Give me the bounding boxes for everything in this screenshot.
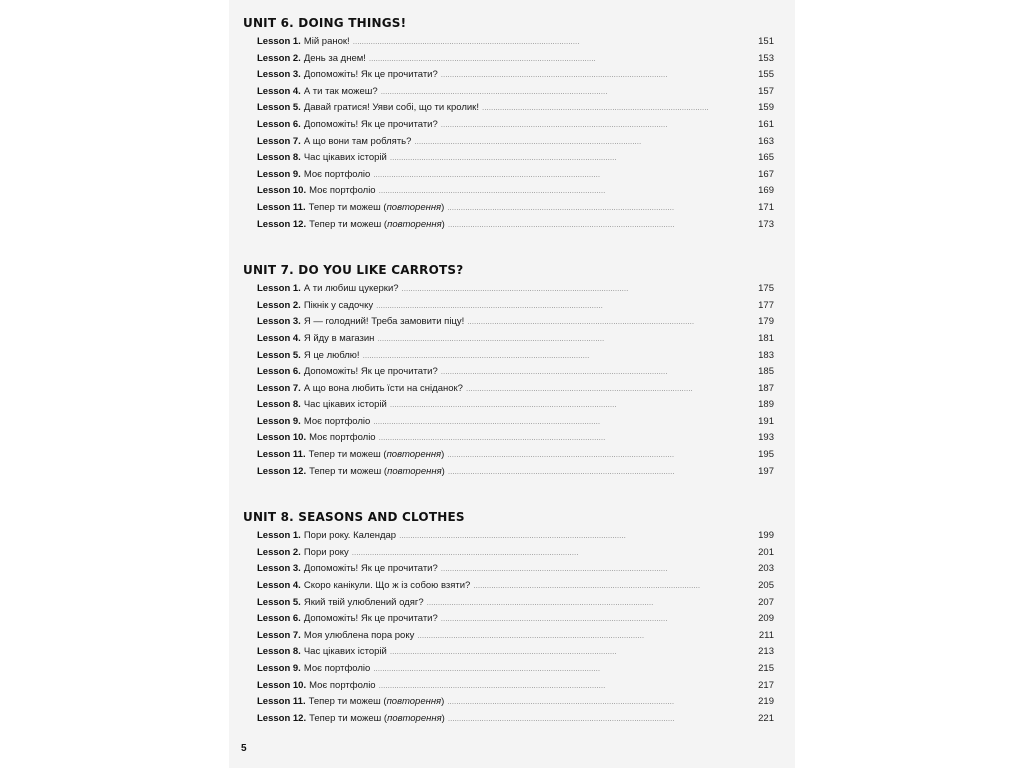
lesson-title bbox=[304, 167, 370, 184]
lesson-page-number: 163 bbox=[758, 135, 774, 147]
lesson-page-number: 215 bbox=[758, 663, 774, 674]
lesson-page-number: 185 bbox=[758, 366, 774, 378]
lesson-entry bbox=[243, 545, 774, 562]
unit-title: UNIT 7. DO YOU LIKE CARROTS? bbox=[243, 263, 464, 278]
lesson-page-number: 151 bbox=[758, 36, 774, 47]
lesson-title bbox=[304, 595, 424, 612]
lesson-title-text: Час цікавих історій bbox=[303, 646, 387, 658]
lesson-entry bbox=[243, 100, 774, 117]
dot-leader bbox=[441, 117, 756, 134]
lesson-number: Lesson 9. bbox=[257, 663, 301, 674]
lesson-title-text: Скоро канікули. Що ж із собою взяти? bbox=[303, 580, 471, 592]
lesson-title-close: ) bbox=[441, 218, 445, 230]
lesson-title bbox=[304, 381, 463, 398]
lesson-title bbox=[304, 545, 349, 562]
lesson-page-number: 179 bbox=[758, 316, 774, 328]
lesson-number: Lesson 8. bbox=[257, 646, 301, 658]
lesson-entry bbox=[243, 711, 774, 728]
lesson-page-number: 161 bbox=[758, 118, 774, 130]
lesson-page-number: 183 bbox=[758, 349, 774, 361]
table-of-contents bbox=[243, 14, 774, 755]
lesson-number: Lesson 4. bbox=[257, 85, 301, 97]
lesson-number: Lesson 7. bbox=[257, 629, 301, 641]
lesson-entry bbox=[243, 561, 774, 578]
lesson-title-note: повторення bbox=[387, 712, 442, 724]
dot-leader bbox=[448, 464, 756, 481]
lesson-title-text: Я йду в магазин bbox=[303, 332, 375, 344]
lesson-title-text: Моє портфоліо bbox=[309, 432, 376, 444]
lesson-title-text: Допоможіть! Як це прочитати? bbox=[303, 69, 438, 81]
lesson-entry bbox=[243, 644, 774, 661]
lesson-number: Lesson 11. bbox=[257, 696, 306, 708]
lesson-page-number: 207 bbox=[758, 596, 774, 608]
dot-leader bbox=[369, 51, 756, 68]
lesson-title bbox=[304, 34, 350, 51]
lesson-number: Lesson 1. bbox=[257, 530, 301, 542]
lesson-number: Lesson 2. bbox=[257, 546, 301, 558]
lesson-number: Lesson 4. bbox=[257, 580, 301, 592]
lesson-title bbox=[304, 561, 438, 578]
lesson-title-text: Допоможіть! Як це прочитати? bbox=[303, 118, 438, 130]
lesson-number: Lesson 7. bbox=[257, 382, 301, 394]
lesson-page-number: 175 bbox=[758, 283, 774, 295]
lesson-page-number: 217 bbox=[758, 679, 774, 691]
dot-leader bbox=[363, 348, 757, 365]
lesson-number: Lesson 9. bbox=[257, 168, 301, 180]
dot-leader bbox=[448, 217, 756, 234]
lesson-title-text: Моє портфоліо bbox=[303, 168, 371, 180]
lesson-number: Lesson 8. bbox=[257, 399, 301, 411]
lesson-title bbox=[309, 217, 445, 234]
lesson-number: Lesson 3. bbox=[257, 69, 301, 81]
lesson-title-text: А ти так можеш? bbox=[303, 85, 378, 97]
lesson-title bbox=[309, 200, 445, 217]
lesson-title bbox=[304, 348, 360, 365]
dot-leader bbox=[441, 611, 756, 628]
lesson-entry bbox=[243, 217, 774, 234]
lesson-entry bbox=[243, 464, 774, 481]
lesson-title bbox=[304, 150, 387, 167]
lesson-number: Lesson 1. bbox=[257, 36, 301, 47]
lesson-page-number: 159 bbox=[758, 102, 774, 114]
lesson-title bbox=[309, 694, 445, 711]
lesson-number: Lesson 2. bbox=[257, 299, 301, 311]
lesson-title bbox=[304, 314, 464, 331]
lesson-page-number: 195 bbox=[758, 449, 774, 461]
dot-leader bbox=[376, 298, 756, 315]
lesson-entry bbox=[243, 298, 774, 315]
lesson-entry bbox=[243, 150, 774, 167]
lesson-title-text: А ти любиш цукерки? bbox=[303, 283, 399, 295]
lesson-page-number: 197 bbox=[758, 465, 774, 477]
lesson-number: Lesson 5. bbox=[257, 596, 301, 608]
lesson-number: Lesson 6. bbox=[257, 366, 301, 378]
dot-leader bbox=[353, 34, 756, 51]
lesson-title-text: Пори року. Календар bbox=[303, 530, 397, 542]
unit-title: UNIT 8. SEASONS AND CLOTHES bbox=[243, 510, 465, 525]
lesson-page-number: 199 bbox=[758, 530, 774, 542]
lesson-entry bbox=[243, 200, 774, 217]
lesson-title bbox=[304, 578, 471, 595]
lesson-page-number: 211 bbox=[758, 629, 774, 641]
lesson-title-close: ) bbox=[441, 201, 445, 213]
lesson-title bbox=[304, 528, 396, 545]
lesson-title-text: Моє портфоліо bbox=[303, 415, 371, 427]
lesson-title-text: Тепер ти можеш ( bbox=[309, 712, 388, 724]
lesson-title bbox=[304, 397, 387, 414]
lesson-title bbox=[304, 331, 375, 348]
lesson-title bbox=[309, 447, 445, 464]
lesson-title bbox=[304, 100, 479, 117]
lesson-title-text: А що вона любить їсти на сніданок? bbox=[303, 382, 463, 394]
lesson-entry bbox=[243, 414, 774, 431]
lesson-number: Lesson 10. bbox=[257, 185, 307, 197]
lesson-page-number: 213 bbox=[758, 646, 774, 658]
lesson-entry bbox=[243, 51, 774, 68]
lesson-title bbox=[304, 661, 370, 678]
lesson-title-text: А що вони там роблять? bbox=[303, 135, 412, 147]
lesson-title-text: Я — голодний! Треба замовити піцу! bbox=[303, 316, 465, 328]
dot-leader bbox=[441, 561, 756, 578]
lesson-number: Lesson 12. bbox=[257, 218, 307, 230]
lesson-number: Lesson 3. bbox=[257, 563, 301, 575]
unit-section bbox=[243, 508, 774, 727]
lesson-entry bbox=[243, 34, 774, 51]
lesson-page-number: 169 bbox=[758, 185, 774, 197]
dot-leader bbox=[448, 711, 756, 728]
dot-leader bbox=[373, 661, 756, 678]
lesson-number: Lesson 11. bbox=[257, 449, 306, 461]
lesson-page-number: 219 bbox=[758, 696, 774, 708]
lesson-title bbox=[309, 711, 445, 728]
lesson-entry bbox=[243, 314, 774, 331]
dot-leader bbox=[441, 364, 756, 381]
lesson-title-text: Я це люблю! bbox=[303, 349, 360, 361]
lesson-page-number: 209 bbox=[758, 613, 774, 625]
unit-section bbox=[243, 14, 774, 233]
lesson-title-note: повторення bbox=[386, 201, 442, 213]
lesson-title bbox=[304, 628, 415, 645]
lesson-title-text: Допоможіть! Як це прочитати? bbox=[303, 366, 438, 378]
lesson-number: Lesson 5. bbox=[257, 349, 301, 361]
lesson-page-number: 165 bbox=[758, 152, 774, 164]
lesson-title-text: Пори року bbox=[303, 546, 349, 558]
lesson-title-close: ) bbox=[441, 696, 445, 708]
lesson-title-close: ) bbox=[441, 449, 445, 461]
dot-leader bbox=[379, 183, 757, 200]
lesson-title bbox=[304, 364, 438, 381]
lesson-entry bbox=[243, 381, 774, 398]
lesson-title bbox=[309, 183, 375, 200]
lesson-entry bbox=[243, 183, 774, 200]
dot-leader bbox=[427, 595, 757, 612]
lesson-title bbox=[304, 51, 366, 68]
lesson-number: Lesson 12. bbox=[257, 465, 307, 477]
dot-leader bbox=[402, 281, 757, 298]
lesson-entry bbox=[243, 331, 774, 348]
lesson-entry bbox=[243, 528, 774, 545]
lesson-title bbox=[304, 67, 438, 84]
lesson-entry bbox=[243, 364, 774, 381]
lesson-entry bbox=[243, 117, 774, 134]
lesson-page-number: 191 bbox=[758, 415, 774, 427]
dot-leader bbox=[473, 578, 756, 595]
lesson-title-text: Час цікавих історій bbox=[303, 152, 387, 164]
lesson-entry bbox=[243, 430, 774, 447]
unit-section bbox=[243, 261, 774, 480]
dot-leader bbox=[466, 381, 756, 398]
dot-leader bbox=[390, 644, 756, 661]
dot-leader bbox=[399, 528, 756, 545]
dot-leader bbox=[447, 447, 756, 464]
lesson-entry bbox=[243, 167, 774, 184]
lesson-title-note: повторення bbox=[386, 449, 442, 461]
lesson-number: Lesson 4. bbox=[257, 332, 301, 344]
lesson-page-number: 201 bbox=[758, 546, 774, 558]
lesson-number: Lesson 3. bbox=[257, 316, 301, 328]
lesson-title bbox=[304, 298, 373, 315]
lesson-entry bbox=[243, 611, 774, 628]
lesson-page-number: 193 bbox=[758, 432, 774, 444]
lesson-title-text: Тепер ти можеш ( bbox=[309, 218, 388, 230]
dot-leader bbox=[352, 545, 756, 562]
lesson-page-number: 153 bbox=[758, 52, 774, 64]
lesson-page-number: 203 bbox=[758, 563, 774, 575]
lesson-number: Lesson 12. bbox=[257, 712, 307, 724]
lesson-title-text: Мій ранок! bbox=[303, 36, 350, 47]
lesson-entry bbox=[243, 134, 774, 151]
lesson-title bbox=[304, 281, 399, 298]
lesson-title bbox=[304, 611, 438, 628]
unit-title: UNIT 6. DOING THINGS! bbox=[243, 16, 407, 30]
lesson-title-text: Допоможіть! Як це прочитати? bbox=[303, 563, 438, 575]
lesson-number: Lesson 10. bbox=[257, 432, 307, 444]
lesson-number: Lesson 9. bbox=[257, 415, 301, 427]
dot-leader bbox=[447, 694, 756, 711]
lesson-entry bbox=[243, 628, 774, 645]
lesson-title-text: Давай гратися! Уяви собі, що ти кролик! bbox=[303, 102, 479, 114]
lesson-number: Lesson 11. bbox=[257, 201, 306, 213]
lesson-title-text: Моє портфоліо bbox=[303, 663, 371, 674]
lesson-entry bbox=[243, 281, 774, 298]
lesson-title bbox=[304, 117, 438, 134]
lesson-entry bbox=[243, 595, 774, 612]
lesson-page-number: 181 bbox=[758, 332, 774, 344]
lesson-page-number: 221 bbox=[758, 712, 774, 724]
lesson-number: Lesson 6. bbox=[257, 118, 301, 130]
lesson-page-number: 187 bbox=[758, 382, 774, 394]
dot-leader bbox=[373, 414, 756, 431]
lesson-number: Lesson 1. bbox=[257, 283, 301, 295]
lesson-number: Lesson 5. bbox=[257, 102, 301, 114]
lesson-page-number: 157 bbox=[758, 85, 774, 97]
lesson-entry bbox=[243, 447, 774, 464]
lesson-title-text: Моє портфоліо bbox=[309, 185, 376, 197]
lesson-page-number: 205 bbox=[758, 580, 774, 592]
dot-leader bbox=[390, 150, 756, 167]
lesson-title bbox=[309, 430, 375, 447]
lesson-title bbox=[309, 678, 375, 695]
dot-leader bbox=[482, 100, 756, 117]
lesson-page-number: 155 bbox=[758, 69, 774, 81]
lesson-title-text: Пікнік у садочку bbox=[303, 299, 374, 311]
lesson-title bbox=[309, 464, 445, 481]
document-page bbox=[229, 0, 795, 768]
lesson-title-note: повторення bbox=[387, 465, 442, 477]
lesson-title-text: Час цікавих історій bbox=[303, 399, 387, 411]
dot-leader bbox=[414, 134, 756, 151]
lesson-title-close: ) bbox=[441, 465, 445, 477]
lesson-title-text: День за днем! bbox=[303, 52, 366, 64]
dot-leader bbox=[441, 67, 756, 84]
lesson-title-note: повторення bbox=[386, 696, 442, 708]
lesson-title bbox=[304, 134, 412, 151]
lesson-title-text: Тепер ти можеш ( bbox=[308, 449, 387, 461]
lesson-number: Lesson 8. bbox=[257, 152, 301, 164]
lesson-number: Lesson 10. bbox=[257, 679, 307, 691]
lesson-entry bbox=[243, 578, 774, 595]
dot-leader bbox=[379, 678, 757, 695]
lesson-title-note: повторення bbox=[387, 218, 442, 230]
lesson-page-number: 189 bbox=[758, 399, 774, 411]
lesson-entry bbox=[243, 67, 774, 84]
lesson-entry bbox=[243, 694, 774, 711]
page-number: 5 bbox=[241, 743, 247, 754]
dot-leader bbox=[390, 397, 756, 414]
lesson-page-number: 167 bbox=[758, 168, 774, 180]
lesson-number: Lesson 6. bbox=[257, 613, 301, 625]
lesson-title-text: Моя улюблена пора року bbox=[303, 629, 415, 641]
lesson-title-text: Тепер ти можеш ( bbox=[308, 696, 387, 708]
lesson-page-number: 171 bbox=[758, 201, 774, 213]
lesson-number: Lesson 2. bbox=[257, 52, 301, 64]
dot-leader bbox=[377, 331, 756, 348]
lesson-entry bbox=[243, 397, 774, 414]
lesson-title-text: Тепер ти можеш ( bbox=[309, 465, 388, 477]
dot-leader bbox=[381, 84, 756, 101]
lesson-title bbox=[304, 414, 370, 431]
dot-leader bbox=[447, 200, 756, 217]
lesson-entry bbox=[243, 84, 774, 101]
lesson-number: Lesson 7. bbox=[257, 135, 301, 147]
lesson-entry bbox=[243, 661, 774, 678]
lesson-entry bbox=[243, 348, 774, 365]
lesson-page-number: 173 bbox=[758, 218, 774, 230]
lesson-title-text: Моє портфоліо bbox=[309, 679, 376, 691]
lesson-entry bbox=[243, 678, 774, 695]
lesson-title-text: Допоможіть! Як це прочитати? bbox=[303, 613, 438, 625]
lesson-page-number: 177 bbox=[758, 299, 774, 311]
lesson-title bbox=[304, 644, 387, 661]
lesson-title-text: Тепер ти можеш ( bbox=[308, 201, 387, 213]
lesson-title-close: ) bbox=[441, 712, 445, 724]
dot-leader bbox=[379, 430, 757, 447]
lesson-title bbox=[304, 84, 378, 101]
dot-leader bbox=[417, 628, 756, 645]
dot-leader bbox=[373, 167, 756, 184]
lesson-title-text: Який твій улюблений одяг? bbox=[303, 596, 424, 608]
dot-leader bbox=[467, 314, 756, 331]
